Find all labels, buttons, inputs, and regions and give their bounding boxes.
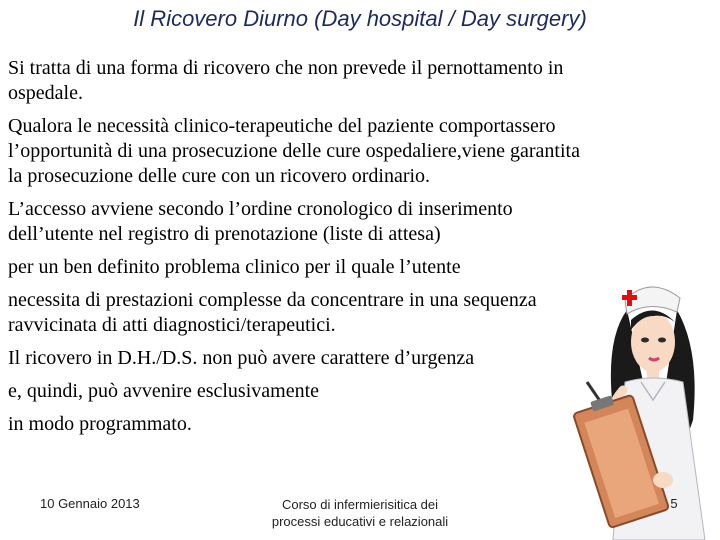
text-line: in modo programmato. bbox=[8, 413, 192, 435]
footer-course bbox=[240, 496, 480, 530]
paragraph-definition bbox=[8, 56, 698, 106]
page-number: 5 bbox=[670, 496, 678, 511]
slide-title: Il Ricovero Diurno (Day hospital / Day surgery) bbox=[133, 6, 587, 31]
text-line: Si tratta di una forma di ricovero che non prevede il pernottamento in bbox=[8, 57, 564, 79]
text-line: ospedale. bbox=[8, 82, 83, 104]
text-line: necessita di prestazioni complesse da concentrare in una sequenza bbox=[8, 289, 537, 311]
footer-date: 10 Gennaio 2013 bbox=[40, 496, 140, 511]
text-line: Il ricovero in D.H./D.S. non può avere carattere d’urgenza bbox=[8, 347, 475, 369]
text-line: Qualora le necessità clinico-terapeutiche del paziente comportassero bbox=[8, 115, 556, 137]
footer-course-line: processi educativi e relazionali bbox=[271, 514, 449, 529]
paragraph-access bbox=[8, 197, 698, 247]
text-line: per un ben definito problema clinico per il quale l’utente bbox=[8, 256, 461, 278]
text-line: ravvicinata di atti diagnostici/terapeutici. bbox=[8, 314, 336, 336]
text-line: e, quindi, può avvenire esclusivamente bbox=[8, 380, 320, 402]
text-line: L’accesso avviene secondo l’ordine cronologico di inserimento bbox=[8, 198, 513, 220]
nurse-clipart-icon bbox=[565, 270, 720, 540]
paragraph-continuation bbox=[8, 114, 698, 189]
text-line: l’opportunità di una prosecuzione delle cure ospedaliere,viene garantita bbox=[8, 140, 580, 162]
text-line: la prosecuzione delle cure con un ricovero ordinario. bbox=[8, 165, 431, 187]
footer-course-line: Corso di infermierisitica dei bbox=[281, 497, 439, 512]
text-line: dell’utente nel registro di prenotazione (liste di attesa) bbox=[8, 223, 441, 245]
